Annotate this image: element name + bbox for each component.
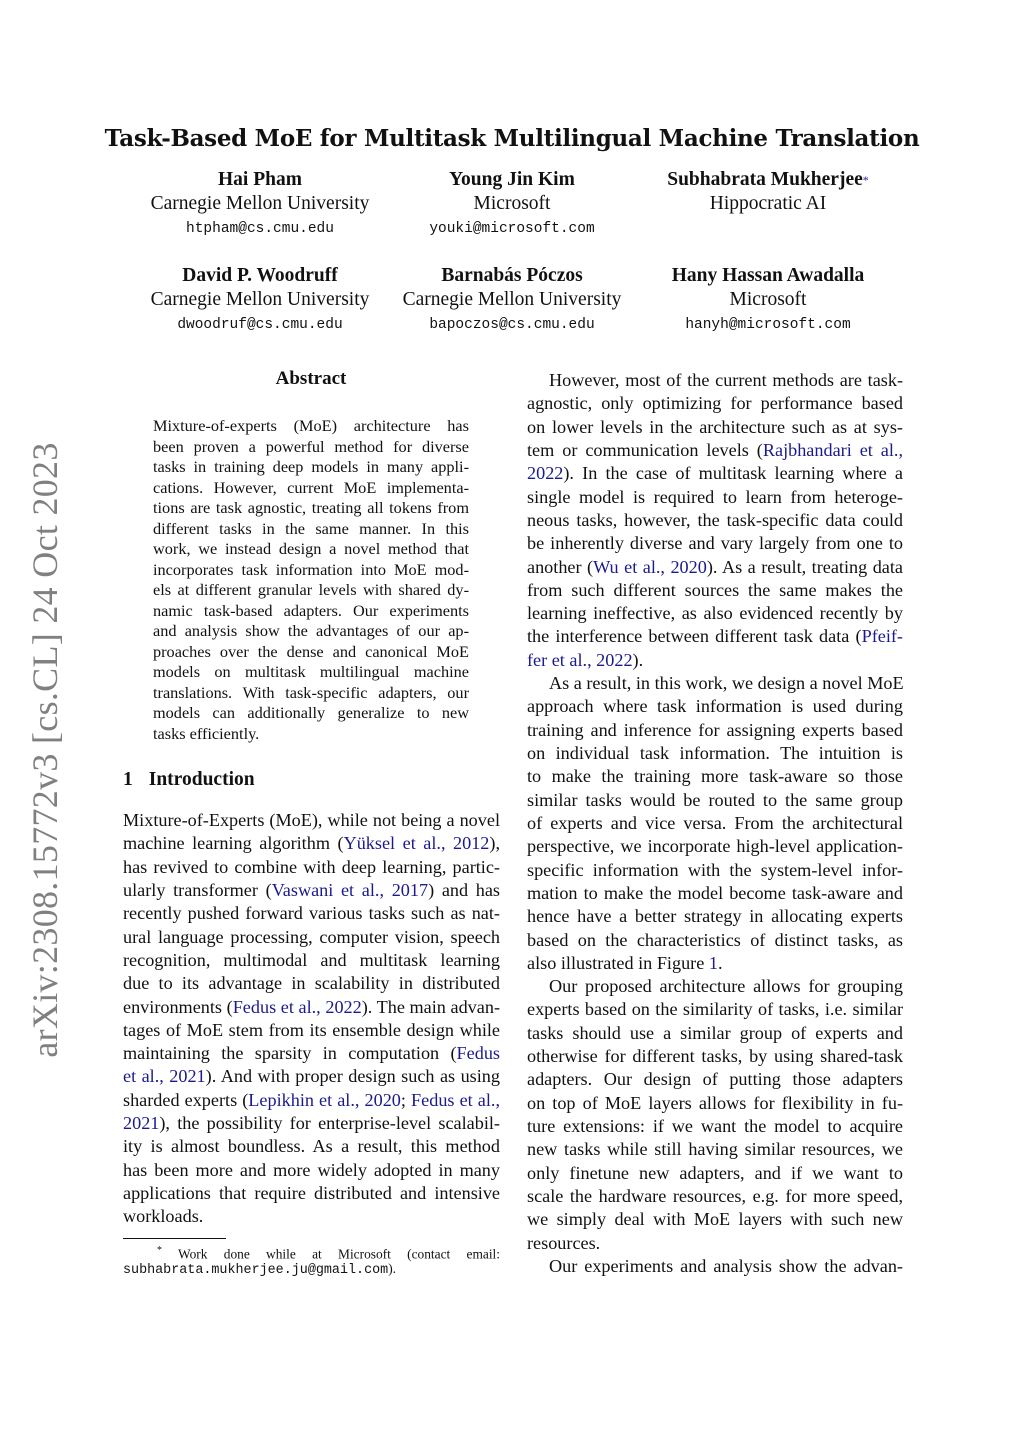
text-line: training and inference for assigning experts based	[527, 719, 903, 740]
text-segment: machine learning algorithm (	[123, 833, 344, 854]
text-line: Our proposed architecture allows for grouping	[549, 976, 903, 997]
text-segment: ularly transformer (	[123, 879, 272, 900]
text-line: resources.	[527, 1232, 601, 1253]
author-block	[377, 168, 647, 242]
text-line: from such different sources the same makes the	[527, 579, 903, 600]
text-line	[527, 649, 903, 672]
text-line: namic task-based adapters. Our experiments	[153, 600, 469, 620]
text-line: to make the training more task-aware so those	[527, 766, 903, 787]
author-affiliation: Hippocratic AI	[709, 193, 827, 214]
author-name-text: Subhabrata Mukherjee	[667, 169, 863, 190]
text-line: perspective, we incorporate high-level application-	[527, 836, 903, 857]
text-line: based on the characteristics of distinct tasks, as	[527, 929, 903, 950]
author-affiliation: Carnegie Mellon University	[150, 289, 370, 310]
text-line: cations. However, current MoE implementa-	[153, 477, 469, 497]
text-line: of experts and vice versa. From the architectural	[527, 812, 903, 833]
text-line	[123, 832, 500, 855]
citation-link[interactable]: 2022	[527, 463, 564, 484]
text-line: due to its advantage in scalability in distributed	[123, 973, 500, 994]
text-line: tages of MoE stem from its ensemble design while	[123, 1019, 500, 1040]
section-heading-introduction	[123, 769, 255, 791]
author-name-text: Hai Pham	[218, 169, 302, 190]
text-line: new tasks while still having similar resources, we	[527, 1139, 903, 1160]
section-title: Introduction	[148, 769, 255, 790]
text-line: and analysis show the advantages of our ap-	[153, 621, 469, 640]
abstract-text	[153, 416, 469, 744]
text-line: on top of MoE layers allows for flexibility in fu-	[527, 1092, 903, 1113]
footnote-line	[123, 1260, 500, 1278]
author-name	[633, 264, 903, 288]
text-line: single model is required to learn from heteroge-	[527, 486, 903, 507]
arxiv-identifier: arXiv:2308.15772v3 [cs.CL] 24 Oct 2023	[25, 442, 65, 1058]
text-line: different tasks in the same manner. In this	[153, 518, 469, 538]
text-line: has been more and more widely adopted in many	[123, 1159, 500, 1180]
author-name	[125, 168, 395, 192]
text-line: adapters. Our design of putting those adapters	[527, 1069, 903, 1090]
text-segment: tem or communication levels (	[527, 439, 763, 460]
text-line: workloads.	[123, 1206, 204, 1227]
citation-link[interactable]: fer et al., 2022	[527, 649, 633, 670]
text-segment: ). And with proper design such as using	[205, 1066, 500, 1087]
citation-link[interactable]: Fedus et al., 2022	[232, 996, 362, 1017]
author-email: dwoodruf@cs.cmu.edu	[177, 317, 343, 333]
citation-link[interactable]: 1	[708, 952, 718, 973]
abstract-heading: Abstract	[275, 368, 347, 389]
author-email: hanyh@microsoft.com	[685, 317, 851, 333]
text-segment: environments (	[123, 996, 233, 1017]
text-line	[123, 1065, 500, 1088]
text-segment: the interference between different task data (	[527, 626, 862, 647]
text-line: incorporates task information into MoE mod-	[153, 559, 469, 579]
author-block	[633, 264, 903, 338]
text-line: been proven a powerful method for diverse	[153, 436, 469, 456]
author-affiliation: Carnegie Mellon University	[150, 193, 370, 214]
text-line: ural language processing, computer vision, speech	[123, 926, 500, 947]
text-line: tasks should use a similar group of experts and	[527, 1022, 903, 1043]
text-line	[123, 996, 500, 1019]
text-segment: ). As a result, treating data	[706, 556, 903, 577]
section-number: 1	[123, 769, 133, 790]
citation-link[interactable]: Pfeif-	[861, 626, 903, 647]
text-line	[527, 439, 903, 462]
text-segment: .	[717, 952, 723, 973]
citation-link[interactable]: 2021	[123, 1113, 160, 1134]
text-line: Mixture-of-experts (MoE) architecture has	[153, 416, 469, 435]
right-column-body	[527, 369, 903, 1278]
author-block	[377, 264, 647, 338]
text-line: agnostic, only optimizing for performance based	[527, 393, 903, 414]
text-segment: ) and has	[428, 879, 501, 900]
footnote-line	[123, 1242, 500, 1260]
text-line: be inherently diverse and vary largely from one to	[527, 533, 903, 554]
citation-link[interactable]: Fedus et al.,	[411, 1089, 500, 1110]
text-line: recognition, multimodal and multitask learning	[123, 949, 500, 970]
text-line: Mixture-of-Experts (MoE), while not being a novel	[123, 810, 500, 830]
text-line: ture extensions: if we want the model to acquire	[527, 1116, 903, 1136]
author-email	[633, 216, 903, 242]
footnote-email: subhabrata.mukherjee.ju@gmail.com	[123, 1263, 389, 1278]
author-name-text: Young Jin Kim	[449, 169, 575, 190]
author-affiliation: Microsoft	[473, 193, 551, 214]
text-line: tasks in training deep models in many appli-	[153, 457, 469, 476]
author-block	[633, 168, 903, 242]
left-column-body	[123, 809, 500, 1229]
text-line: proaches over the dense and canonical MoE	[153, 641, 469, 661]
author-email: youki@microsoft.com	[429, 221, 595, 237]
citation-link[interactable]: Vaswani et al., 2017	[271, 879, 429, 900]
text-line: models can additionally generalize to new	[153, 703, 469, 722]
text-line: recently pushed forward various tasks such as nat-	[123, 903, 500, 924]
text-line: neous tasks, however, the task-specific data could	[527, 509, 903, 530]
text-segment: ).	[632, 649, 644, 670]
text-line: on lower levels in the architecture such as at sys-	[527, 416, 903, 437]
text-line: similar tasks would be routed to the same group	[527, 789, 903, 810]
text-line: applications that require distributed and intensive	[123, 1183, 500, 1203]
author-name-text: Hany Hassan Awadalla	[671, 265, 865, 286]
text-line: models on multitask multilingual machine	[153, 662, 469, 681]
author-name	[377, 168, 647, 192]
text-line	[527, 462, 903, 485]
text-line: Our experiments and analysis show the advan-	[549, 1255, 903, 1276]
citation-link[interactable]: Yüksel et al., 2012	[343, 833, 490, 854]
author-name-text: David P. Woodruff	[182, 265, 338, 286]
text-line	[123, 1089, 500, 1112]
author-name	[633, 168, 903, 192]
text-line: scale the hardware resources, e.g. for more speed,	[527, 1185, 903, 1206]
text-line: hence have a better strategy in allocating experts	[527, 906, 903, 927]
text-line	[123, 1042, 500, 1065]
text-line: ity is almost boundless. As a result, this method	[123, 1136, 500, 1157]
footnote-mark[interactable]: *	[862, 173, 869, 187]
author-name-text: Barnabás Póczos	[441, 265, 583, 286]
text-line	[527, 556, 903, 579]
text-segment: another (	[527, 556, 594, 577]
author-affiliation: Microsoft	[729, 289, 807, 310]
text-segment: also illustrated in Figure	[527, 952, 709, 973]
paper-title: Task-Based MoE for Multitask Multilingual Machine Translation	[104, 125, 920, 152]
author-affiliation: Carnegie Mellon University	[402, 289, 622, 310]
footnote-rule	[123, 1238, 226, 1239]
text-line: els at different granular levels with shared dy-	[153, 580, 469, 599]
citation-link[interactable]: Wu et al., 2020	[593, 556, 707, 577]
text-line: otherwise for different tasks, by using shared-task	[527, 1046, 903, 1067]
text-line: learning ineffective, as also evidenced recently by	[527, 603, 903, 624]
citation-link[interactable]: Lepikhin et al., 2020	[248, 1089, 401, 1110]
footnote	[123, 1242, 500, 1278]
text-line: work, we instead design a novel method that	[153, 539, 469, 558]
text-line: tasks efficiently.	[153, 723, 260, 743]
text-line: As a result, in this work, we design a novel MoE	[549, 673, 904, 694]
author-block	[125, 264, 395, 338]
text-line: only finetune new adapters, and if we want to	[527, 1162, 903, 1183]
text-line	[123, 1112, 500, 1135]
author-email: htpham@cs.cmu.edu	[186, 221, 334, 237]
text-line: However, most of the current methods are task-	[549, 370, 903, 390]
author-email: bapoczos@cs.cmu.edu	[429, 317, 595, 333]
text-line: experts based on the similarity of tasks, i.e. similar	[527, 999, 903, 1020]
text-line: mation to make the model become task-aware and	[527, 882, 903, 903]
text-segment: ). In the case of multitask learning where a	[563, 463, 903, 484]
footnote-text: Work done while at Microsoft (contact email:	[178, 1246, 500, 1262]
citation-link[interactable]: Rajbhandari et al.,	[762, 439, 903, 460]
text-line: we simply deal with MoE layers with such new	[527, 1209, 903, 1230]
text-line: on individual task information. The intuition is	[527, 743, 903, 763]
text-segment: ), the possibility for enterprise-level scalabil-	[159, 1113, 500, 1134]
citation-link[interactable]: Fedus	[456, 1043, 500, 1064]
text-segment: sharded experts (	[123, 1089, 249, 1110]
text-segment: ),	[489, 833, 501, 854]
text-line: approach where task information is used during	[527, 696, 903, 717]
text-line: tions are task agnostic, treating all tokens from	[153, 498, 469, 517]
text-line: has revived to combine with deep learning, partic-	[123, 856, 500, 877]
text-line: specific information with the system-level infor-	[527, 859, 903, 880]
text-line	[123, 879, 500, 902]
footnote-end: ).	[388, 1261, 396, 1276]
footnote-mark: *	[157, 1245, 162, 1256]
text-segment: ). The main advan-	[361, 996, 500, 1017]
text-line	[527, 625, 903, 648]
text-line: translations. With task-specific adapters, our	[153, 682, 469, 702]
citation-link[interactable]: et al., 2021	[123, 1066, 206, 1087]
author-block	[125, 168, 395, 242]
text-line	[527, 952, 903, 975]
author-name	[125, 264, 395, 288]
text-segment: ;	[400, 1089, 412, 1110]
text-segment: maintaining the sparsity in computation (	[123, 1043, 457, 1064]
author-name	[377, 264, 647, 288]
